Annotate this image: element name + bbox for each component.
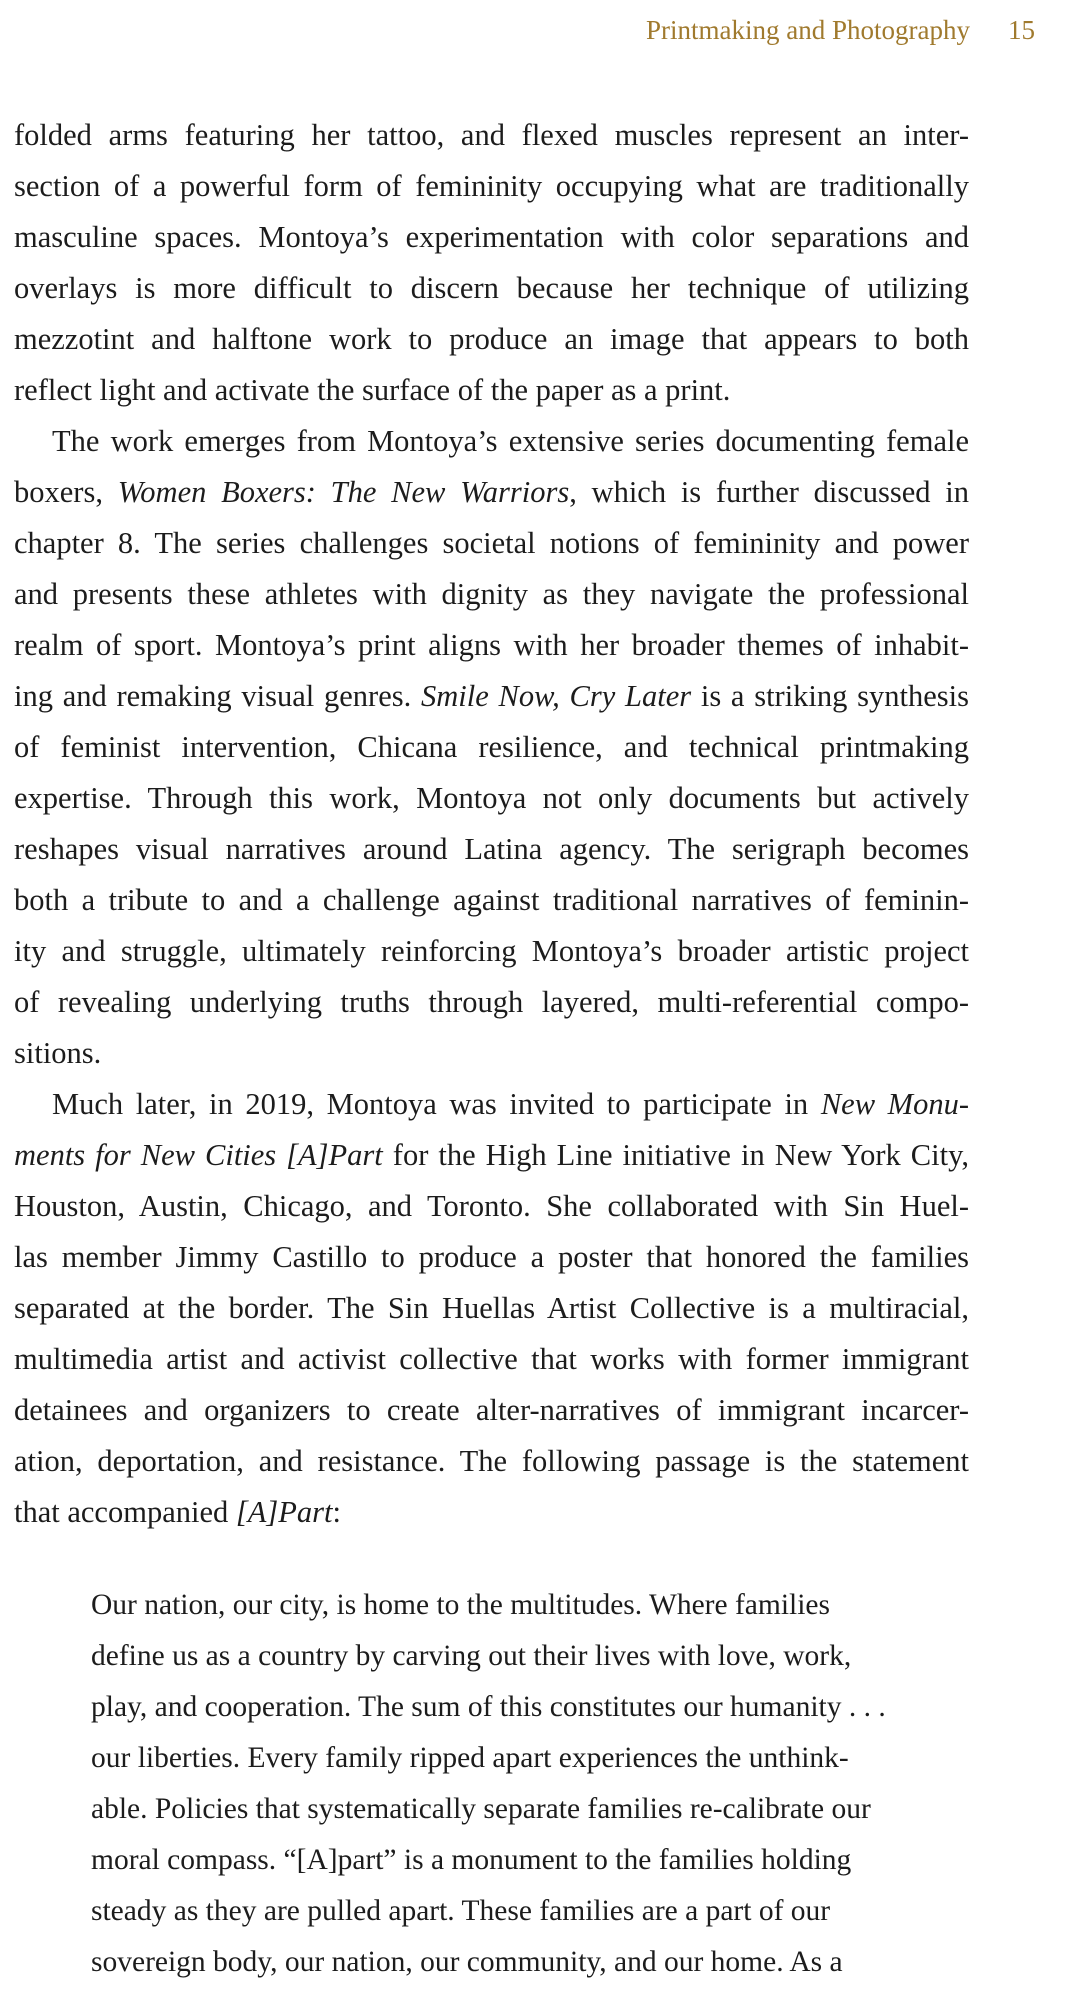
text-line <box>14 1079 969 1130</box>
body-text <box>14 110 969 1538</box>
text-line: both a tribute to and a challenge against traditional narratives of feminin- <box>14 883 969 917</box>
text-line: expertise. Through this work, Montoya not only documents but actively <box>14 781 969 815</box>
text-line: reshapes visual narratives around Latina agency. The serigraph becomes <box>14 832 969 866</box>
text-line: reflect light and activate the surface of the paper as a print. <box>14 373 731 407</box>
work-title-italic: Women Boxers: The New Warriors <box>117 475 570 509</box>
text-line: separated at the border. The Sin Huellas Artist Collective is a multiracial, <box>14 1291 969 1325</box>
text-line <box>14 467 969 518</box>
running-head-title: Printmaking and Photography <box>646 15 970 45</box>
paragraph-1 <box>14 110 969 416</box>
text-line: of feminist intervention, Chicana resilience, and technical printmaking <box>14 730 969 764</box>
paragraph-2 <box>14 416 969 1079</box>
text-run: is a striking synthesis <box>691 679 969 713</box>
text-line: las member Jimmy Castillo to produce a poster that honored the families <box>14 1240 969 1274</box>
text-run: : <box>332 1495 341 1529</box>
text-line <box>14 1130 969 1181</box>
quote-line: define us as a country by carving out their lives with love, work, <box>91 1640 852 1672</box>
text-line: ity and struggle, ultimately reinforcing Montoya’s broader artistic project <box>14 934 969 968</box>
quote-line: our liberties. Every family ripped apart experiences the unthink- <box>91 1742 849 1774</box>
text-line: masculine spaces. Montoya’s experimentation with color separations and <box>14 220 969 254</box>
text-line: multimedia artist and activist collective that works with former immigrant <box>14 1342 969 1376</box>
text-line <box>14 1487 969 1538</box>
text-line: section of a powerful form of femininity occupying what are traditionally <box>14 169 969 203</box>
work-title-italic: New Monu- <box>820 1087 969 1121</box>
text-line: Houston, Austin, Chicago, and Toronto. She collaborated with Sin Huel- <box>14 1189 969 1223</box>
text-line: of revealing underlying truths through layered, multi-referential compo- <box>14 985 969 1019</box>
text-line <box>14 671 969 722</box>
text-line: chapter 8. The series challenges societal notions of femininity and power <box>14 526 969 560</box>
work-title-italic: Smile Now, Cry Later <box>420 679 692 713</box>
text-run: , which is further discussed in <box>569 475 969 509</box>
text-line: The work emerges from Montoya’s extensive series documenting female <box>52 424 969 458</box>
text-run: boxers, <box>14 475 118 509</box>
quote-line: steady as they are pulled apart. These families are a part of our <box>91 1895 831 1927</box>
quote-line: moral compass. “[A]part” is a monument to the families holding <box>91 1844 852 1876</box>
quote-line: play, and cooperation. The sum of this constitutes our humanity . . . <box>91 1691 886 1723</box>
text-line: overlays is more difficult to discern because her technique of utilizing <box>14 271 969 305</box>
work-title-italic: [A]Part <box>235 1495 333 1529</box>
running-head <box>646 10 1035 50</box>
text-line: sitions. <box>14 1036 102 1070</box>
text-line: realm of sport. Montoya’s print aligns with her broader themes of inhabit- <box>14 628 969 662</box>
paragraph-3 <box>14 1079 969 1538</box>
text-line: detainees and organizers to create alter-narratives of immigrant incarcer- <box>14 1393 969 1427</box>
text-line: and presents these athletes with dignity as they navigate the professional <box>14 577 969 611</box>
quote-line: Our nation, our city, is home to the multitudes. Where families <box>91 1589 830 1621</box>
text-run: that accompanied <box>14 1495 236 1529</box>
work-title-italic: ments for New Cities [A]Part <box>14 1138 383 1172</box>
page-number: 15 <box>1008 15 1035 45</box>
text-line: folded arms featuring her tattoo, and flexed muscles represent an inter- <box>14 118 969 152</box>
text-run: for the High Line initiative in New York City, <box>382 1138 969 1172</box>
text-line: mezzotint and halftone work to produce an image that appears to both <box>14 322 969 356</box>
text-run: ing and remaking visual genres. <box>14 679 421 713</box>
quote-line: able. Policies that systematically separate families re-calibrate our <box>91 1793 871 1825</box>
text-line: ation, deportation, and resistance. The following passage is the statement <box>14 1444 969 1478</box>
quote-line: sovereign body, our nation, our community, and our home. As a <box>91 1946 843 1978</box>
block-quote <box>91 1580 961 1988</box>
text-run: Much later, in 2019, Montoya was invited to participate in <box>52 1087 821 1121</box>
